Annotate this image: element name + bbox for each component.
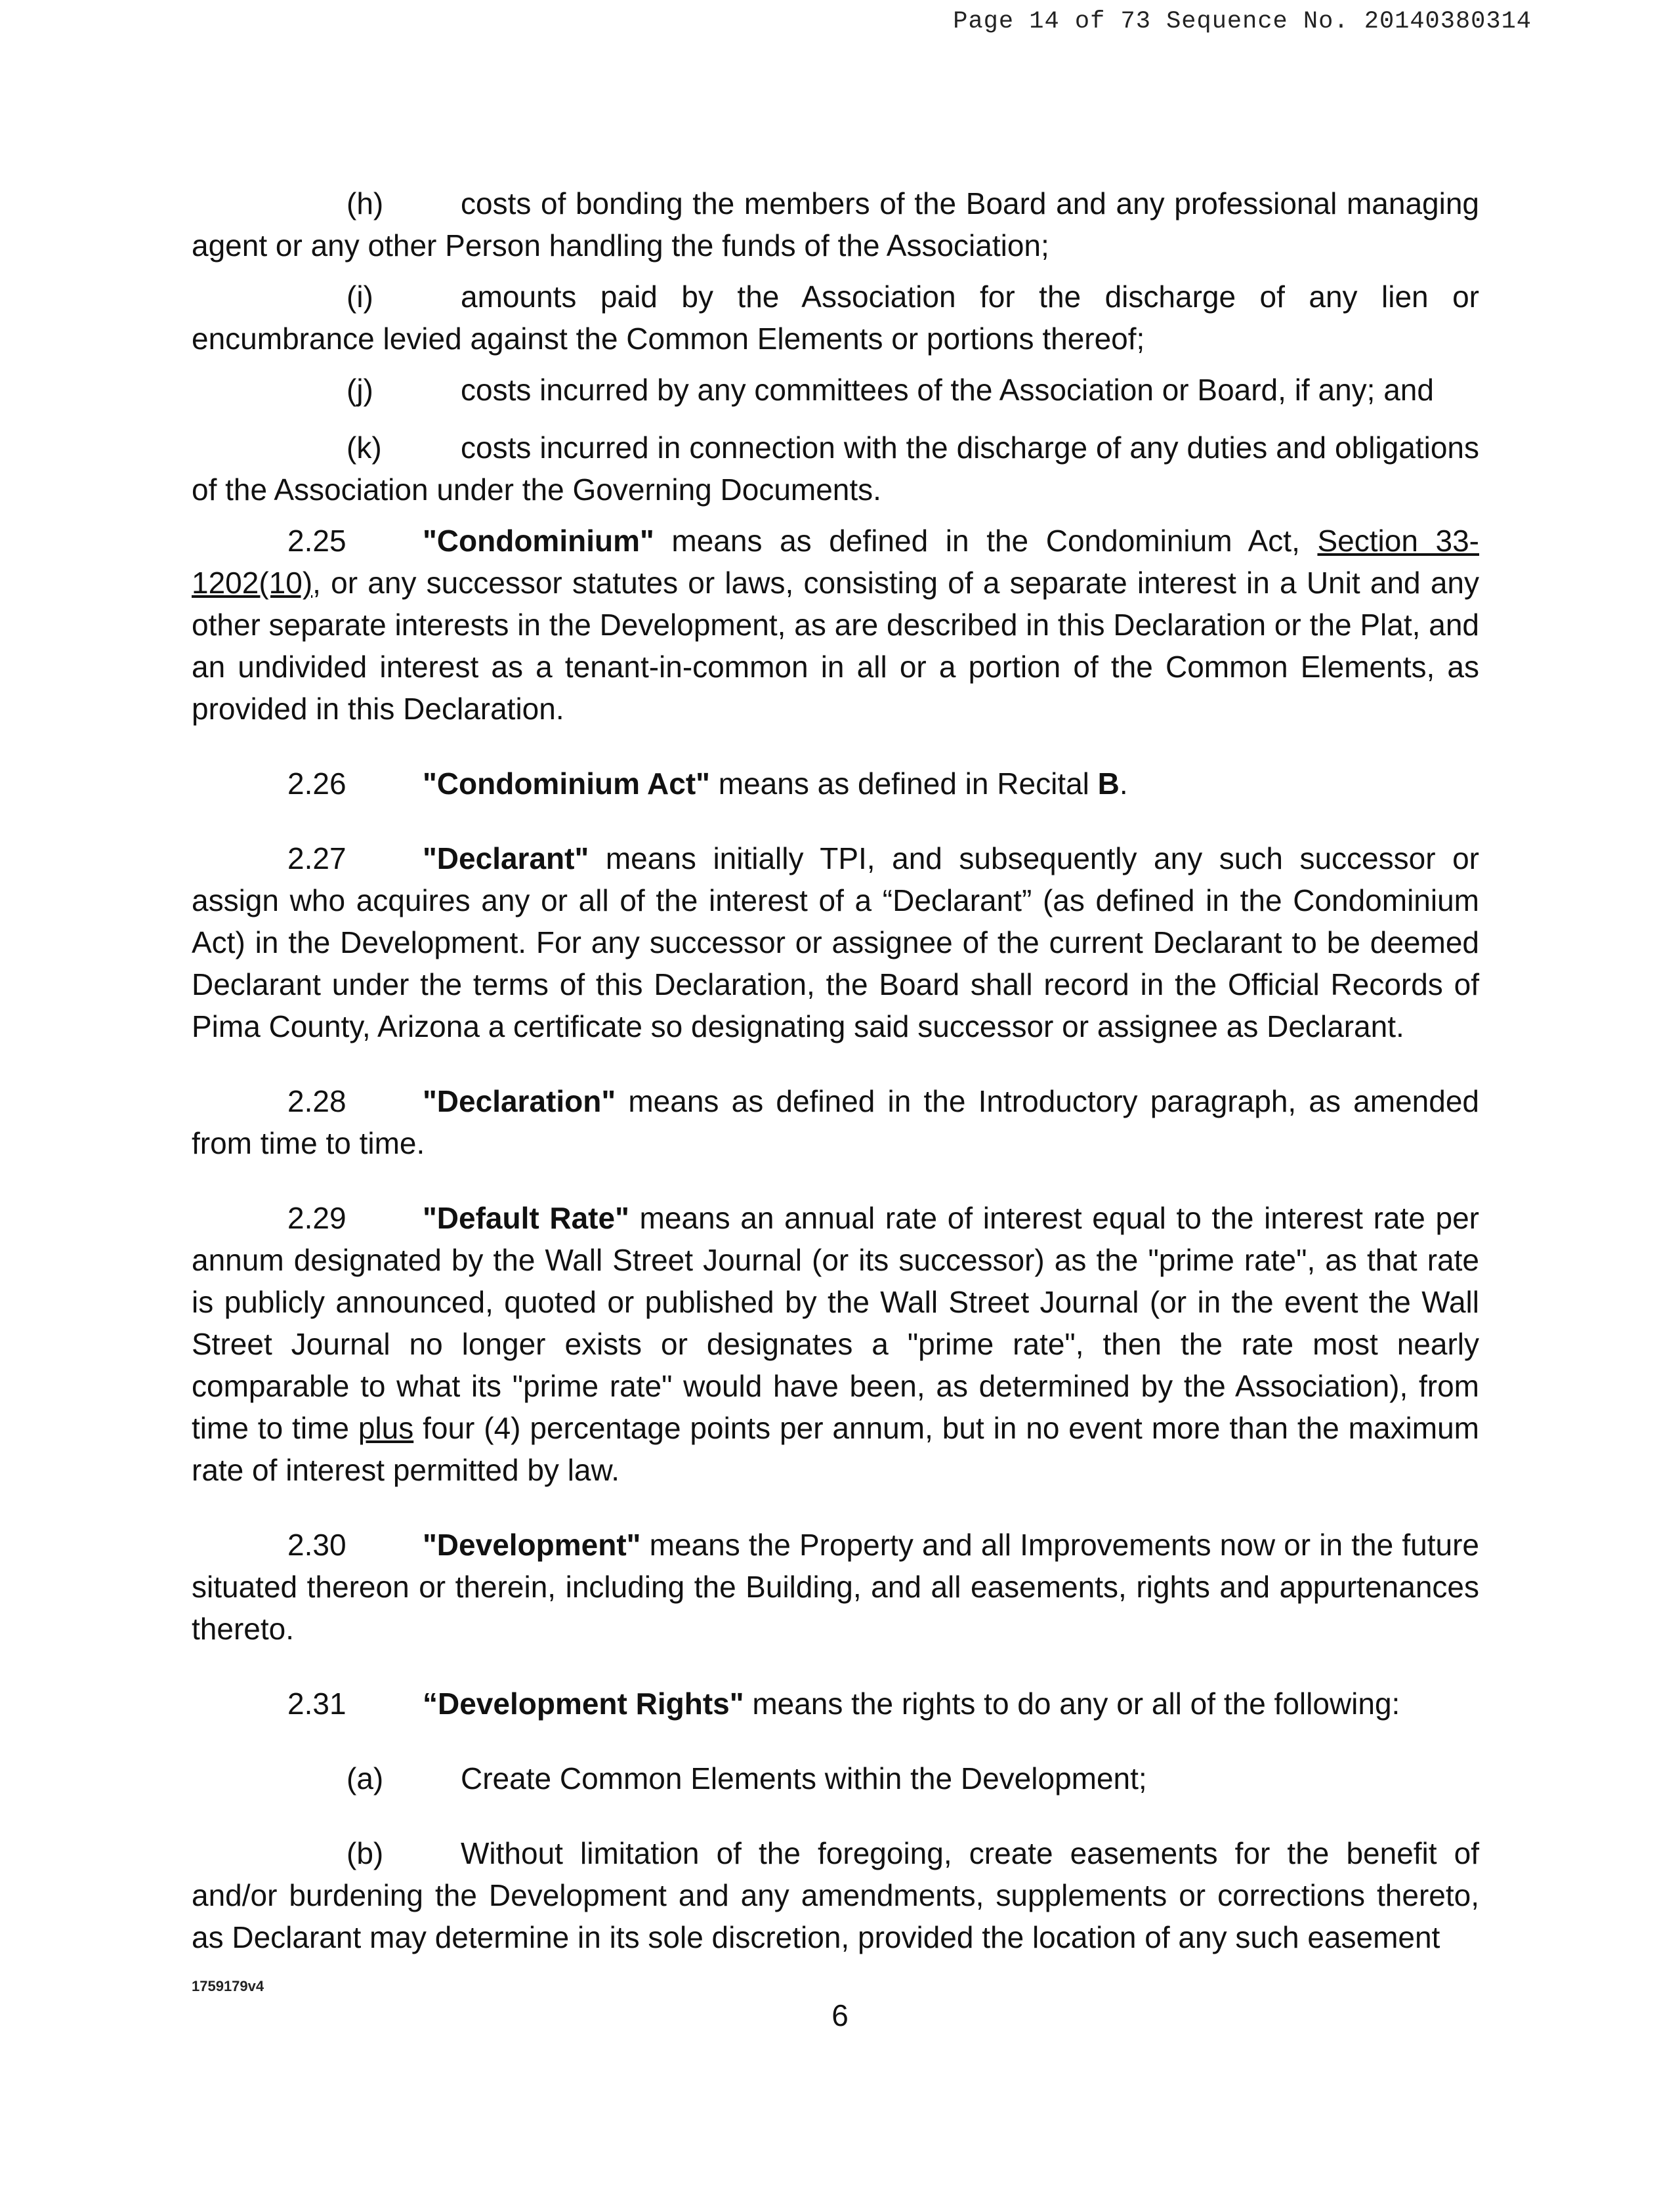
section-number: 2.25: [287, 524, 346, 558]
section-number: 2.29: [287, 1201, 346, 1235]
clause-k: [192, 427, 1479, 511]
clause-text: amounts paid by the Association for the discharge of any lien or encumbrance levied against the Common Elements or portions thereof;: [192, 280, 1479, 356]
clause-number: (a): [346, 1761, 384, 1796]
section-number: 2.30: [287, 1528, 346, 1562]
definition-text: means as defined in the Introductory paragraph, as amended from time to time.: [192, 1084, 1479, 1160]
definition-2-28: [192, 1080, 1479, 1164]
defined-term: "Declarant": [423, 841, 589, 875]
definition-text: means initially TPI, and subsequently any such successor or assign who acquires any or all of the interest of a “Declarant” (as defined in the Condominium Act) in the Development. For any successor or assignee of the current Declarant to be deemed Declarant under the terms of this Declaration, the Board shall record in the Official Records of Pima County, Arizona a certificate so designating said successor or assignee as Declarant.: [192, 841, 1479, 1043]
clause-text: Without limitation of the foregoing, create easements for the benefit of and/or burdening the Development and any amendments, supplements or corrections thereto, as Declarant may determine in its sole discretion, provided the location of any such easement: [192, 1836, 1479, 1954]
clause-a: [192, 1757, 1479, 1799]
recital-letter: B: [1097, 766, 1120, 801]
clause-number: (h): [346, 186, 384, 220]
definition-text: means an annual rate of interest equal to the interest rate per annum designated by the Wall Street Journal (or its successor) as the "prime rate", as that rate is publicly announced, quoted or published by the Wall Street Journal (or in the event the Wall Street Journal no longer exists or designates a "prime rate", then the rate most nearly comparable to what its "prime rate" would have been, as determined by the Association), from time to time: [192, 1201, 1479, 1445]
definition-2-30: [192, 1524, 1479, 1650]
definition-2-25: [192, 520, 1479, 730]
clause-j: [192, 369, 1479, 411]
page-number: 6: [831, 1998, 849, 2032]
clause-number: (j): [346, 373, 373, 407]
definition-2-29: [192, 1197, 1479, 1491]
clause-number: (b): [346, 1836, 384, 1870]
definition-text-continued: , or any successor statutes or laws, consisting of a separate interest in a Unit and any other separate interests in the Development, as are described in this Declaration or the Plat, and an undivided interest as a tenant-in-common in all or a portion of the Common Elements, as provided in this Declaration.: [192, 566, 1479, 726]
definition-2-31: [192, 1683, 1479, 1725]
defined-term: "Declaration": [423, 1084, 616, 1118]
document-id: 1759179v4: [192, 1978, 264, 1994]
definition-2-26: [192, 763, 1479, 805]
defined-term: "Development": [423, 1528, 641, 1562]
clause-text: costs incurred by any committees of the Association or Board, if any; and: [461, 373, 1434, 407]
definition-text: means as defined in the Condominium Act,: [654, 524, 1318, 558]
definition-text: means as defined in Recital: [710, 766, 1098, 801]
statute-reference: Section 33-1202(10): [192, 524, 1479, 600]
section-number: 2.26: [287, 766, 346, 801]
definition-text-continued: four (4) percentage points per annum, but in no event more than the maximum rate of interest permitted by law.: [192, 1411, 1479, 1487]
clause-text: Create Common Elements within the Development;: [461, 1761, 1147, 1796]
clause-text: costs incurred in connection with the discharge of any duties and obligations of the Association under the Governing Documents.: [192, 430, 1479, 507]
clause-number: (k): [346, 430, 382, 465]
clause-i: [192, 276, 1479, 360]
clause-h: [192, 182, 1479, 266]
document-body: [192, 182, 1479, 1958]
definition-text: means the Property and all Improvements now or in the future situated thereon or therein, including the Building, and all easements, rights and appurtenances thereto.: [192, 1528, 1479, 1646]
clause-b: [192, 1832, 1479, 1958]
defined-term: "Default Rate": [423, 1201, 629, 1235]
underlined-word: plus: [358, 1411, 414, 1445]
section-number: 2.28: [287, 1084, 346, 1118]
defined-term: “Development Rights": [423, 1687, 744, 1721]
section-number: 2.31: [287, 1687, 346, 1721]
definition-2-27: [192, 837, 1479, 1047]
definition-text: means the rights to do any or all of the following:: [744, 1687, 1400, 1721]
clause-text: costs of bonding the members of the Board and any professional managing agent or any other Person handling the funds of the Association;: [192, 186, 1479, 262]
defined-term: "Condominium Act": [423, 766, 710, 801]
section-number: 2.27: [287, 841, 346, 875]
clause-number: (i): [346, 280, 373, 314]
defined-term: "Condominium": [423, 524, 654, 558]
page-header: Page 14 of 73 Sequence No. 20140380314: [953, 8, 1532, 35]
definition-text-end: .: [1119, 766, 1128, 801]
